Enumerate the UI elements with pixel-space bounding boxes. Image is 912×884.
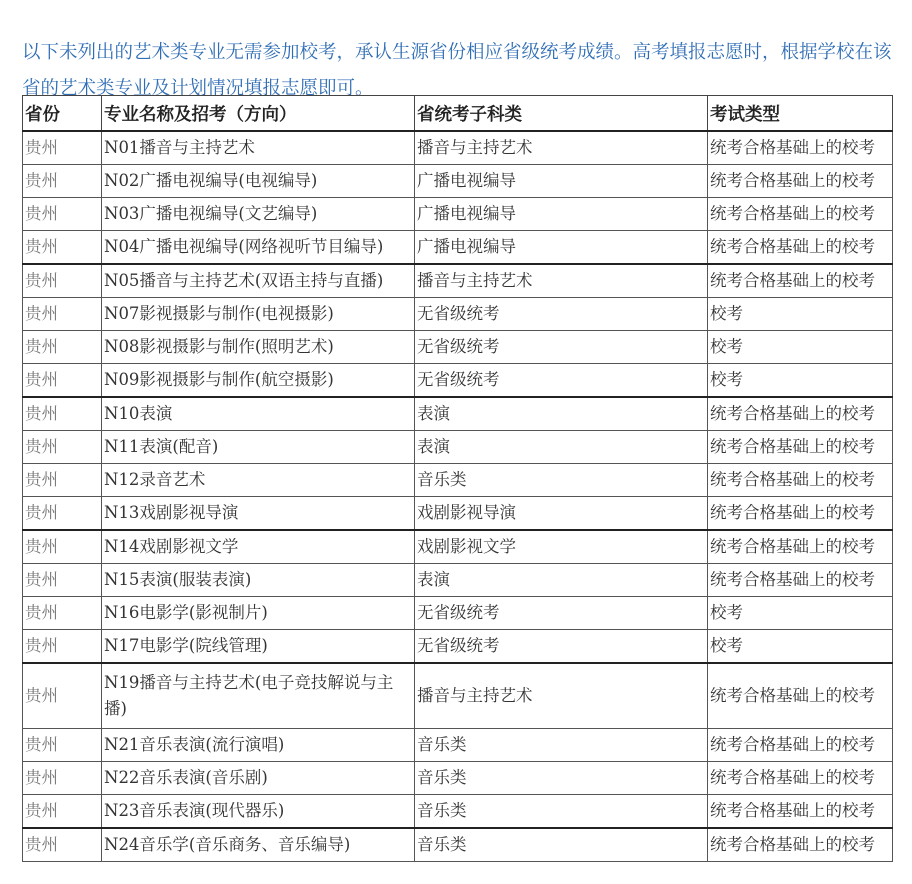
row-subcategory: 无省级统考 — [415, 630, 708, 664]
table-body — [23, 131, 893, 862]
row-subcategory: 无省级统考 — [415, 597, 708, 630]
row-exam-type: 统考合格基础上的校考 — [708, 165, 893, 198]
row-major: N10表演 — [102, 397, 415, 431]
row-province: 贵州 — [23, 497, 102, 531]
row-major: N14戏剧影视文学 — [102, 530, 415, 564]
row-subcategory: 音乐类 — [415, 762, 708, 795]
row-exam-type: 统考合格基础上的校考 — [708, 530, 893, 564]
table-row — [23, 298, 893, 331]
table-row — [23, 165, 893, 198]
row-major: N05播音与主持艺术(双语主持与直播) — [102, 264, 415, 298]
table-row — [23, 231, 893, 265]
row-subcategory: 无省级统考 — [415, 364, 708, 398]
row-subcategory: 表演 — [415, 564, 708, 597]
table-row — [23, 663, 893, 729]
row-province: 贵州 — [23, 564, 102, 597]
table-row — [23, 131, 893, 165]
row-major: N11表演(配音) — [102, 431, 415, 464]
table-row — [23, 564, 893, 597]
table-row — [23, 331, 893, 364]
row-province: 贵州 — [23, 298, 102, 331]
row-subcategory: 播音与主持艺术 — [415, 663, 708, 729]
row-exam-type: 统考合格基础上的校考 — [708, 795, 893, 829]
row-major: N21音乐表演(流行演唱) — [102, 729, 415, 762]
row-province: 贵州 — [23, 464, 102, 497]
row-exam-type: 统考合格基础上的校考 — [708, 231, 893, 265]
row-major: N17电影学(院线管理) — [102, 630, 415, 664]
row-major: N13戏剧影视导演 — [102, 497, 415, 531]
row-major: N23音乐表演(现代器乐) — [102, 795, 415, 829]
row-province: 贵州 — [23, 663, 102, 729]
intro-paragraph: 以下未列出的艺术类专业无需参加校考，承认生源省份相应省级统考成绩。高考填报志愿时，根据学校在该省的艺术类专业及计划情况填报志愿即可。 — [22, 41, 892, 99]
row-exam-type: 统考合格基础上的校考 — [708, 828, 893, 862]
row-exam-type: 统考合格基础上的校考 — [708, 564, 893, 597]
row-major: N09影视摄影与制作(航空摄影) — [102, 364, 415, 398]
row-province: 贵州 — [23, 530, 102, 564]
row-subcategory: 广播电视编导 — [415, 165, 708, 198]
row-subcategory: 无省级统考 — [415, 298, 708, 331]
row-major: N16电影学(影视制片) — [102, 597, 415, 630]
table-row — [23, 597, 893, 630]
table-row — [23, 364, 893, 398]
row-province: 贵州 — [23, 131, 102, 165]
row-exam-type: 统考合格基础上的校考 — [708, 729, 893, 762]
table-header-row — [23, 96, 893, 132]
row-exam-type: 统考合格基础上的校考 — [708, 497, 893, 531]
row-province: 贵州 — [23, 729, 102, 762]
table-row — [23, 630, 893, 664]
row-province: 贵州 — [23, 630, 102, 664]
row-subcategory: 戏剧影视文学 — [415, 530, 708, 564]
row-major: N04广播电视编导(网络视听节目编导) — [102, 231, 415, 265]
row-subcategory: 无省级统考 — [415, 331, 708, 364]
row-subcategory: 音乐类 — [415, 795, 708, 829]
header-major: 专业名称及招考（方向） — [102, 96, 415, 132]
row-province: 贵州 — [23, 431, 102, 464]
row-subcategory: 播音与主持艺术 — [415, 264, 708, 298]
table-row — [23, 729, 893, 762]
header-subcategory: 省统考子科类 — [415, 96, 708, 132]
table-row — [23, 464, 893, 497]
table-row — [23, 762, 893, 795]
row-exam-type: 统考合格基础上的校考 — [708, 431, 893, 464]
row-exam-type: 统考合格基础上的校考 — [708, 131, 893, 165]
table-row — [23, 530, 893, 564]
table-row — [23, 828, 893, 862]
row-province: 贵州 — [23, 762, 102, 795]
row-province: 贵州 — [23, 165, 102, 198]
row-subcategory: 播音与主持艺术 — [415, 131, 708, 165]
row-exam-type: 统考合格基础上的校考 — [708, 464, 893, 497]
header-exam-type: 考试类型 — [708, 96, 893, 132]
row-subcategory: 音乐类 — [415, 729, 708, 762]
row-major: N02广播电视编导(电视编导) — [102, 165, 415, 198]
row-subcategory: 戏剧影视导演 — [415, 497, 708, 531]
row-major: N24音乐学(音乐商务、音乐编导) — [102, 828, 415, 862]
row-major: N22音乐表演(音乐剧) — [102, 762, 415, 795]
table-row — [23, 198, 893, 231]
row-major: N12录音艺术 — [102, 464, 415, 497]
row-major: N01播音与主持艺术 — [102, 131, 415, 165]
row-subcategory: 表演 — [415, 397, 708, 431]
row-province: 贵州 — [23, 264, 102, 298]
row-exam-type: 校考 — [708, 331, 893, 364]
row-exam-type: 统考合格基础上的校考 — [708, 663, 893, 729]
row-province: 贵州 — [23, 231, 102, 265]
row-exam-type: 校考 — [708, 364, 893, 398]
row-exam-type: 校考 — [708, 630, 893, 664]
table-row — [23, 264, 893, 298]
row-subcategory: 音乐类 — [415, 464, 708, 497]
table-row — [23, 397, 893, 431]
row-subcategory: 音乐类 — [415, 828, 708, 862]
row-exam-type: 校考 — [708, 298, 893, 331]
row-province: 贵州 — [23, 597, 102, 630]
row-subcategory: 广播电视编导 — [415, 231, 708, 265]
row-exam-type: 统考合格基础上的校考 — [708, 198, 893, 231]
row-province: 贵州 — [23, 397, 102, 431]
row-major: N08影视摄影与制作(照明艺术) — [102, 331, 415, 364]
row-province: 贵州 — [23, 198, 102, 231]
row-province: 贵州 — [23, 828, 102, 862]
table-row — [23, 431, 893, 464]
row-major: N19播音与主持艺术(电子竞技解说与主播) — [102, 663, 415, 729]
row-subcategory: 广播电视编导 — [415, 198, 708, 231]
row-major: N07影视摄影与制作(电视摄影) — [102, 298, 415, 331]
row-major: N03广播电视编导(文艺编导) — [102, 198, 415, 231]
row-exam-type: 校考 — [708, 597, 893, 630]
row-exam-type: 统考合格基础上的校考 — [708, 762, 893, 795]
row-province: 贵州 — [23, 364, 102, 398]
row-exam-type: 统考合格基础上的校考 — [708, 264, 893, 298]
table-row — [23, 795, 893, 829]
row-province: 贵州 — [23, 331, 102, 364]
row-subcategory: 表演 — [415, 431, 708, 464]
row-major: N15表演(服装表演) — [102, 564, 415, 597]
header-province: 省份 — [23, 96, 102, 132]
table-row — [23, 497, 893, 531]
row-exam-type: 统考合格基础上的校考 — [708, 397, 893, 431]
art-majors-table — [22, 95, 893, 862]
row-province: 贵州 — [23, 795, 102, 829]
